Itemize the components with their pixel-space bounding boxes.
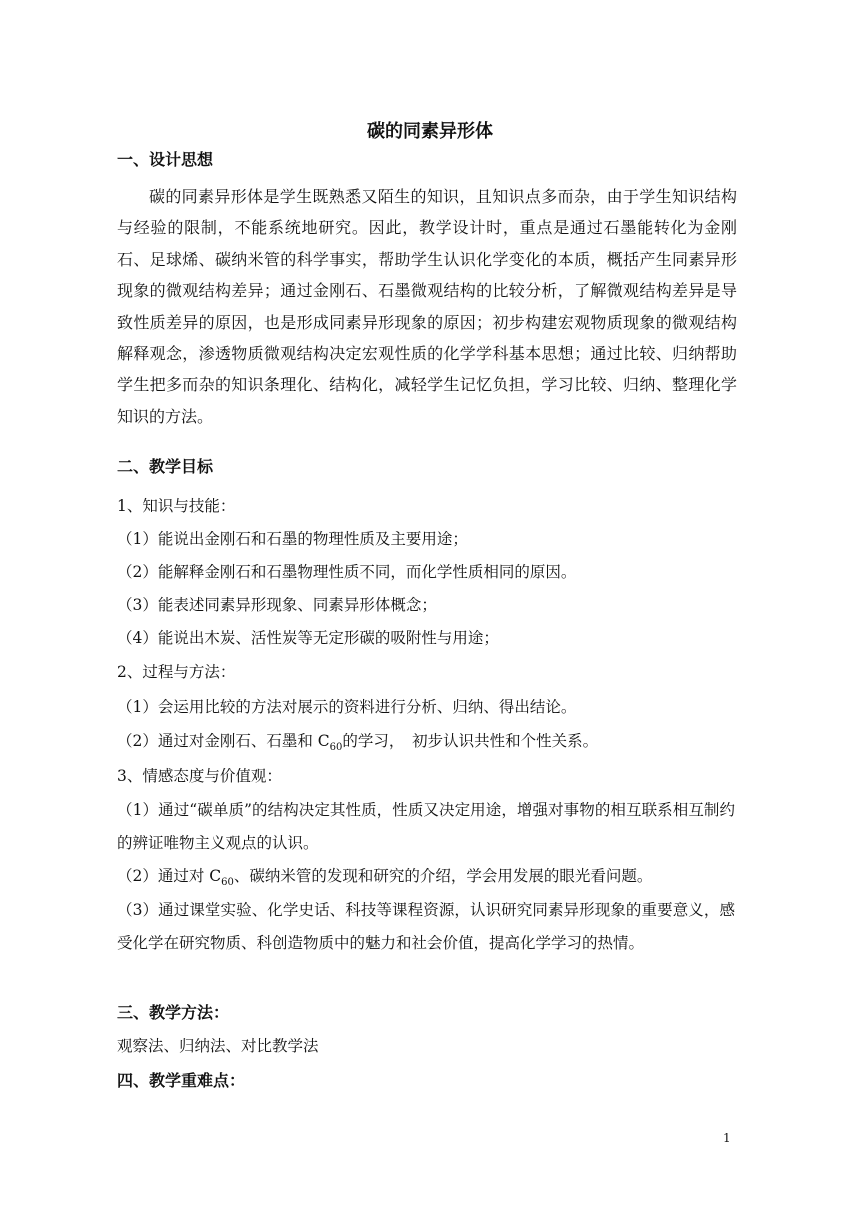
goal-item: （1）会运用比较的方法对展示的资料进行分析、归纳、得出结论。 [117, 698, 577, 716]
subscript-60: 60 [329, 742, 343, 754]
goal-item-text: 的学习， 初步认识共性和个性关系。 [342, 732, 599, 750]
section-heading-goals: 二、教学目标 [117, 457, 214, 476]
section-heading-methods: 三、教学方法： [117, 1003, 230, 1022]
goal-item-text: （2）通过对金刚石、石墨和 C [117, 732, 330, 750]
goal-item-text: （2）通过对 C [117, 867, 222, 885]
goal-item: （1）通过“碳单质”的结构决定其性质，性质又决定用途，增强对事物的相互联系相互制约的辨证唯物主义观点的认识。 [117, 801, 735, 852]
document-title: 碳的同素异形体 [367, 121, 493, 142]
section-heading-key-points: 四、教学重难点： [117, 1071, 246, 1090]
goal-item-text: 、碳纳米管的发现和研究的介绍，学会用发展的眼光看问题。 [233, 867, 653, 885]
goal-item: （1）能说出金刚石和石墨的物理性质及主要用途； [117, 530, 468, 548]
section-heading-design: 一、设计思想 [117, 150, 214, 169]
goal-item: （2）能解释金刚石和石墨物理性质不同，而化学性质相同的原因。 [117, 563, 577, 581]
goal-item: （3）通过课堂实验、化学史话、科技等课程资源，认识研究同素异形现象的重要意义，感受化学在研究物质、科创造物质中的魅力和社会价值，提高化学学习的热情。 [117, 901, 735, 952]
goal-item: （3）能表述同素异形现象、同素异形体概念； [117, 596, 437, 614]
goal-item [117, 731, 598, 758]
goal-group-attitude: 3、情感态度与价值观： [117, 767, 282, 785]
goal-group-process: 2、过程与方法： [117, 663, 236, 681]
goal-item [117, 866, 652, 893]
subscript-60: 60 [221, 877, 234, 889]
design-paragraph: 碳的同素异形体是学生既熟悉又陌生的知识，且知识点多而杂，由于学生知识结构与经验的限制，不能系统地研究。因此，教学设计时，重点是通过石墨能转化为金刚石、足球烯、碳纳米管的科学事实，帮助学生认识化学变化的本质，概括产生同素异形现象的微观结构差异；通过金刚石、石墨微观结构的比较分析，了解微观结构差异是导致性质差异的原因，也是形成同素异形现象的原因；初步构建宏观物质现象的微观结构解释观念，渗透物质微观结构决定宏观性质的化学学科基本思想；通过比较、归纳帮助学生把多而杂的知识条理化、结构化，减轻学生记忆负担，学习比较、归纳、整理化学知识的方法。 [117, 187, 737, 426]
goal-group-knowledge: 1、知识与技能： [117, 497, 236, 515]
goal-item: （4）能说出木炭、活性炭等无定形碳的吸附性与用途； [117, 629, 499, 647]
page-number: 1 [723, 1131, 731, 1145]
methods-text: 观察法、归纳法、对比教学法 [117, 1037, 319, 1055]
